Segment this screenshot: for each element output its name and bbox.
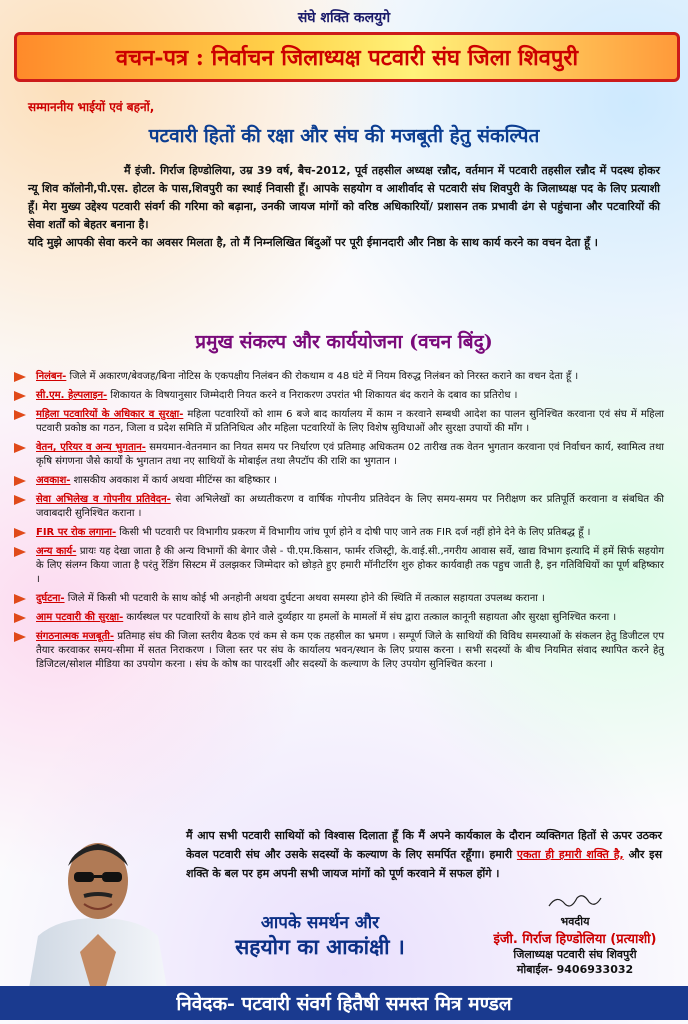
arrow-bullet-icon (14, 372, 26, 382)
signoff: भवदीय (560, 915, 590, 928)
pledge-item (12, 545, 664, 587)
pledge-title: सेवा अभिलेख व गोपनीय प्रतिवेदन- (36, 494, 171, 505)
pledge-title: अवकाश- (36, 475, 71, 486)
pledge-title: निलंबन- (36, 371, 67, 382)
pledge-title: सी.एम. हेल्पलाइन- (36, 390, 108, 401)
candidate-post: जिलाध्यक्ष पटवारी संघ शिवपुरी (513, 948, 637, 961)
pledge-item (12, 592, 664, 606)
arrow-bullet-icon (14, 632, 26, 642)
pledge-title: महिला पटवारियों के अधिकार व सुरक्षा- (36, 409, 184, 420)
pledge-title: दुर्घटना- (36, 593, 65, 604)
closing-part: मैं आप सभी पटवारी साथियों को विश्वास दिलाता हूँ कि मैं अपने कार्यकाल के दौरान व्यक्तिगत हितों से ऊपर उठकर केवल पटवारी संघ और उसके सदस्यों के कल्याण के लिए समर्पित रहूँगा। हमारी (186, 829, 662, 861)
intro-paragraph: यदि मुझे आपकी सेवा करने का अवसर मिलता है, तो मैं निम्नलिखित बिंदुओं पर पूरी ईमानदारी और निष्ठा के साथ कार्य करने का वचन देता हूँ । (28, 236, 598, 249)
arrow-bullet-icon (14, 391, 26, 401)
pledge-text: शासकीय अवकाश में कार्य अथवा मीटिंग्स का बहिष्कार । (70, 475, 277, 486)
pledge-text: समयमान-वेतनमान का नियत समय पर निर्धारण एवं प्रतिमाह अधिकतम 02 तारीख तक वेतन भुगतान करवाना एवं निर्वाचन कार्य, स्वामित्व तथा कृषि संगणना जैसे कार्यों के भुगतान तथा नए साथियों के मोबाईल तथा लैपटॉप की राशि का भुगतान । (36, 442, 664, 467)
subtitle: पटवारी हितों की रक्षा और संघ की मजबूती हेतु संकल्पित (148, 125, 540, 147)
pledge-text: जिले में अकारण/बेवजह/बिना नोटिस के एकपक्षीय निलंबन की रोकथाम व 48 घंटे में नियम विरुद्ध निलंबन को निरस्त कराने का वचन देता हूँ । (66, 371, 579, 382)
arrow-bullet-icon (14, 594, 26, 604)
intro-paragraph: मैं इंजी. गिर्राज हिण्डोलिया, उम्र 39 वर्ष, बैच-2012, पूर्व तहसील अध्यक्ष रन्नौद, वर्तमान में पटवारी तहसील रन्नौद में पदस्थ होकर न्यू शिव कॉलोनी,पी.एस. होटल के पास,शिवपुरी का स्थाई निवासी हूँ। आपके सहयोग व आशीर्वाद से पटवारी संघ शिवपुरी के जिलाध्यक्ष पद के लिए प्रत्याशी हूँ। मेरा मुख्य उद्देश्य पटवारी संवर्ग की गरिमा को बढ़ाना, उनकी जायज मांगों को वरिष्ठ अधिकारियों/ प्रशासन तक प्रभावी ढंग से पहुंचाना और पटवारियों की सेवा शर्तों को बेहतर बनाना है। (28, 164, 660, 231)
pledge-title: FIR पर रोक लगाना- (36, 527, 117, 538)
title-banner: वचन-पत्र : निर्वाचन जिलाध्यक्ष पटवारी संघ जिला शिवपुरी (14, 32, 680, 82)
arrow-bullet-icon (14, 528, 26, 538)
arrow-bullet-icon (14, 410, 26, 420)
arrow-bullet-icon (14, 547, 26, 557)
pledge-item (12, 389, 664, 403)
signature-block (470, 892, 680, 977)
footer-banner: निवेदक- पटवारी संवर्ग हितैषी समस्त मित्र मण्डल (0, 986, 688, 1020)
arrow-bullet-icon (14, 613, 26, 623)
pledge-item (12, 630, 664, 672)
pledge-item (12, 526, 664, 540)
pledge-list (12, 370, 664, 677)
greeting: सम्माननीय भाईयों एवं बहनों, (28, 100, 155, 114)
arrow-bullet-icon (14, 443, 26, 453)
pledge-item (12, 441, 664, 469)
pledge-item (12, 370, 664, 384)
signature-mark (545, 892, 605, 910)
pledge-title: वेतन, एरियर व अन्य भुगतान- (36, 442, 146, 453)
support-note (200, 910, 440, 961)
pledge-item (12, 493, 664, 521)
section-title: प्रमुख संकल्प और कार्ययोजना (वचन बिंदु) (195, 331, 493, 353)
pledge-text: महिला पटवारियों को शाम 6 बजे बाद कार्यालय में काम न करवाने सम्बधी आदेश का पालन सुनिश्चित करवाना एवं संघ में महिला पटवारी प्रकोष्ठ का गठन, जिला व प्रदेश समिति में प्रतिनिधित्व और महिला पटवारियों के लिए विशेष सुविधाओं और सुरक्षा उपायों की माँग । (36, 409, 664, 434)
pledge-title: आम पटवारी की सुरक्षा- (36, 612, 124, 623)
closing-part: और इस शक्ति के बल पर हम अपनी सभी जायज मांगों को पूर्ण करवाने में सफल होंगे । (186, 848, 662, 880)
intro-text (28, 162, 660, 252)
candidate-photo (18, 826, 178, 994)
pledge-text: सेवा अभिलेखों का अध्यतीकरण व वार्षिक गोपनीय प्रतिवेदन के लिए समय-समय पर निरीक्षण कर प्रतिपूर्ति करवाना व संबधित की जवाबदारी सुनिश्चित कराना । (36, 494, 664, 519)
pledge-item (12, 408, 664, 436)
motto: संघे शक्ति कलयुगे (297, 10, 391, 26)
pledge-title: संगठनात्मक मजबूती- (36, 631, 115, 642)
pledge-text: शिकायत के विषयानुसार जिम्मेदारी नियत करने व निराकरण उपरांत भी शिकायत बंद कराने के दबाव का प्रतिरोध । (107, 390, 518, 401)
arrow-bullet-icon (14, 476, 26, 486)
pledge-text: प्रायः यह देखा जाता है की अन्य विभागों की बेगार जैसे - पी.एम.किसान, फार्मर रजिस्ट्री, के.वाई.सी.,नगरीय आवास सर्वे, खाद्य विभाग इत्यादि में हमें सिर्फ सहयोग के लिए संलग्न किया जाता है परंतु रेंडिंग सिस्टम में उलझकर जिम्मेदार को छोड़ते हुए हमारी मॉनीटरिंग शुरु होकर कार्यवाही तक पहुच जाती है, इन गतिविधियों का पूर्ण बहिष्कार । (36, 546, 664, 585)
pledge-text: किसी भी पटवारी पर विभागीय प्रकरण में विभागीय जांच पूर्ण होने व दोषी पाए जाने तक FIR दर्ज नहीं होने देने के लिए प्रतिबद्ध हूँ । (116, 527, 591, 538)
candidate-name: इंजी. गिर्राज हिण्डोलिया (प्रत्याशी) (493, 932, 657, 947)
pledge-item (12, 611, 664, 625)
pledge-title: अन्य कार्य- (36, 546, 77, 557)
support-line-2: सहयोग का आकांक्षी । (235, 934, 405, 959)
pledge-text: जिले में किसी भी पटवारी के साथ कोई भी अनहोनी अथवा दुर्घटना अथवा समस्या होने की स्थिति में तत्काल सहायता उपलब्ध कराना । (64, 593, 545, 604)
closing-highlight: एकता ही हमारी शक्ति है, (516, 848, 624, 861)
arrow-bullet-icon (14, 495, 26, 505)
pledge-text: प्रतिमाह संघ की जिला स्तरीय बैठक एवं कम से कम एक तहसील का भ्रमण । सम्पूर्ण जिले के साथियों की विविध समस्याओं के संकलन हेतु डिजीटल एप तैयार करवाकर समय-सीमा में सतत निराकरण । जिला स्तर पर संघ के कार्यालय भवन/स्थान के लिए प्रयास करना । सभी सदस्यों के बीच नियमित संवाद स्थापित करने हेतु डिजिटल/सोशल मीडिया का उपयोग करना । संघ के कोष का पारदर्शी और सदस्यों के कल्याण के लिए उपयोग सुनिश्चित करना । (36, 631, 665, 670)
pledge-item (12, 474, 664, 488)
closing-text (186, 826, 662, 883)
candidate-phone: मोबाईल- 9406933032 (516, 963, 634, 976)
pledge-text: कार्यस्थल पर पटवारियों के साथ होने वाले दुर्व्यहार या हमलों के मामलों में संघ द्वारा तत्काल कानूनी सहायता और सुरक्षा सुनिश्चित करना । (123, 612, 617, 623)
support-line-1: आपके समर्थन और (260, 913, 380, 933)
